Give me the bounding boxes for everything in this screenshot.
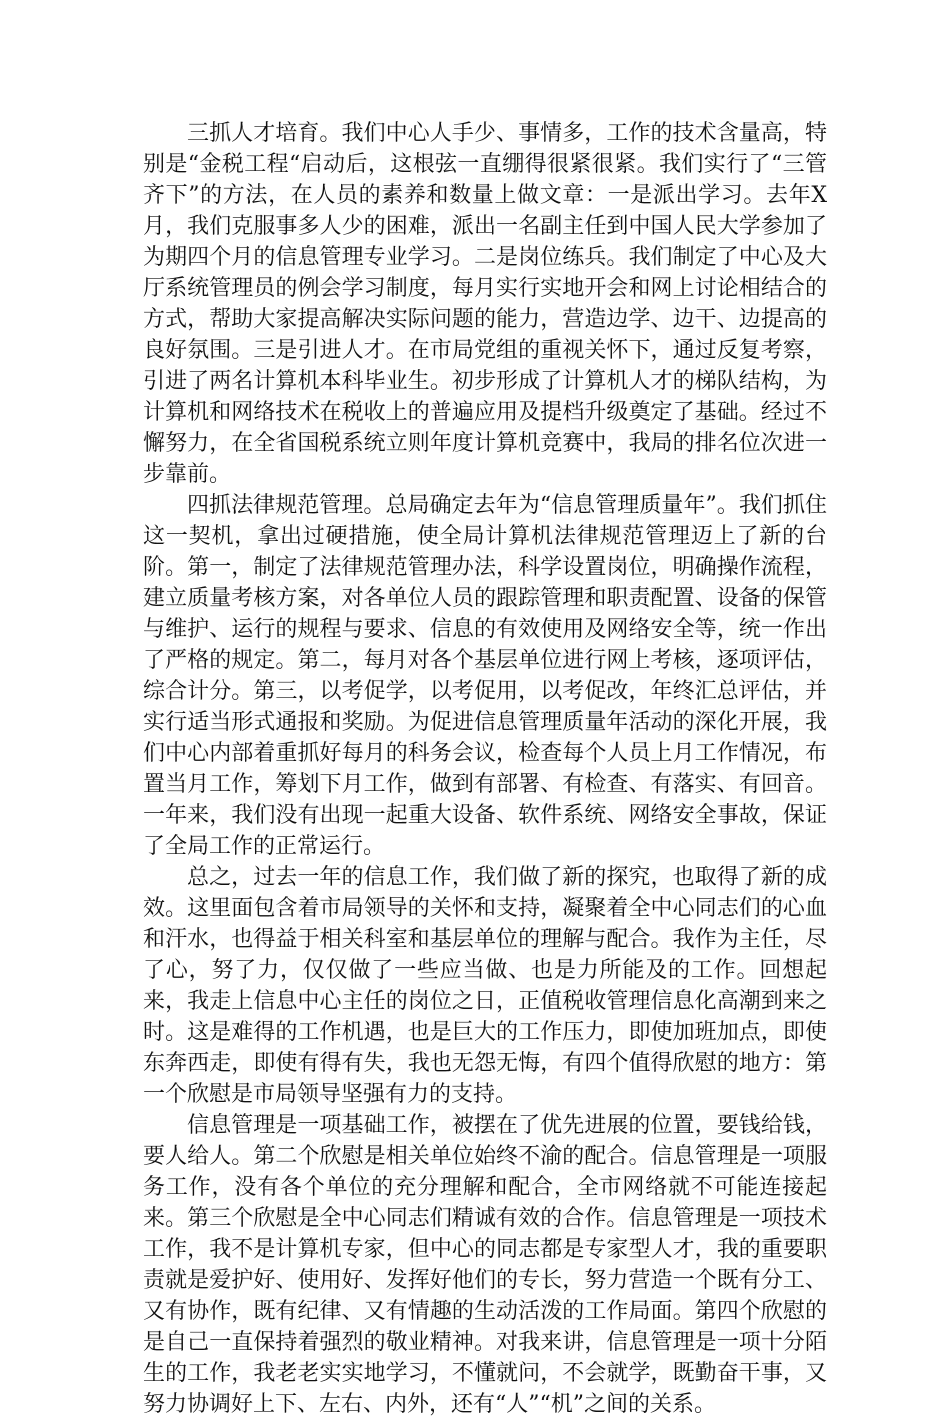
paragraph-legal-management: 四抓法律规范管理。总局确定去年为“信息管理质量年”。我们抓住这一契机，拿出过硬措施，使全局计算机法律规范管理迈上了新的台阶。第一，制定了法律规范管理办法，科学设置岗位，明确操作流程，建立质量考核方案，对各单位人员的跟踪管理和职责配置、设备的保管与维护、运行的规程与要求、信息的有效使用及网络安全等，统一作出了严格的规定。第二，每月对各个基层单位进行网上考核，逐项评估，综合计分。第三，以考促学，以考促用，以考促改，年终汇总评估，并实行适当形式通报和奖励。为促进信息管理质量年活动的深化开展，我们中心内部着重抓好每月的科务会议，检查每个人员上月工作情况，布置当月工作，筹划下月工作，做到有部署、有检查、有落实、有回音。一年来，我们没有出现一起重大设备、软件系统、网络安全事故，保证了全局工作的正常运行。: [143, 493, 827, 859]
document-body: [143, 118, 827, 1420]
paragraph-summary: 总之，过去一年的信息工作，我们做了新的探究，也取得了新的成效。这里面包含着市局领导的关怀和支持，凝聚着全中心同志们的心血和汗水，也得益于相关科室和基层单位的理解与配合。我作为主任，尽了心，努了力，仅仅做了一些应当做、也是力所能及的工作。回想起来，我走上信息中心主任的岗位之日，正值税收管理信息化高潮到来之时。这是难得的工作机遇，也是巨大的工作压力，即使加班加点，即使东奔西走，即使有得有失，我也无怨无悔，有四个值得欣慰的地方：第一个欣慰是市局领导坚强有力的支持。: [143, 865, 827, 1107]
paragraph-four-gratifications: 信息管理是一项基础工作，被摆在了优先进展的位置，要钱给钱，要人给人。第二个欣慰是相关单位始终不渝的配合。信息管理是一项服务工作，没有各个单位的充分理解和配合，全市网络就不可能连接起来。第三个欣慰是全中心同志们精诚有效的合作。信息管理是一项技术工作，我不是计算机专家，但中心的同志都是专家型人才，我的重要职责就是爱护好、使用好、发挥好他们的专长，努力营造一个既有分工、又有协作，既有纪律、又有情趣的生动活泼的工作局面。第四个欣慰的是自己一直保持着强烈的敬业精神。对我来讲，信息管理是一项十分陌生的工作，我老老实实地学习，不懂就问，不会就学，既勤奋干事，又努力协调好上下、左右、内外，还有“人”“机”之间的关系。: [143, 1113, 827, 1417]
paragraph-talent-training: 三抓人才培育。我们中心人手少、事情多，工作的技术含量高，特别是“金税工程“启动后，这根弦一直绷得很紧很紧。我们实行了“三管齐下”的方法，在人员的素养和数量上做文章：一是派出学习。去年X月，我们克服事多人少的困难，派出一名副主任到中国人民大学参加了为期四个月的信息管理专业学习。二是岗位练兵。我们制定了中心及大厅系统管理员的例会学习制度，每月实行实地开会和网上讨论相结合的方式，帮助大家提高解决实际问题的能力，营造边学、边干、边提高的良好氛围。三是引进人才。在市局党组的重视关怀下，通过反复考察，引进了两名计算机本科毕业生。初步形成了计算机人才的梯队结构，为计算机和网络技术在税收上的普遍应用及提档升级奠定了基础。经过不懈努力，在全省国税系统立则年度计算机竞赛中，我局的排名位次进一步靠前。: [143, 121, 827, 487]
